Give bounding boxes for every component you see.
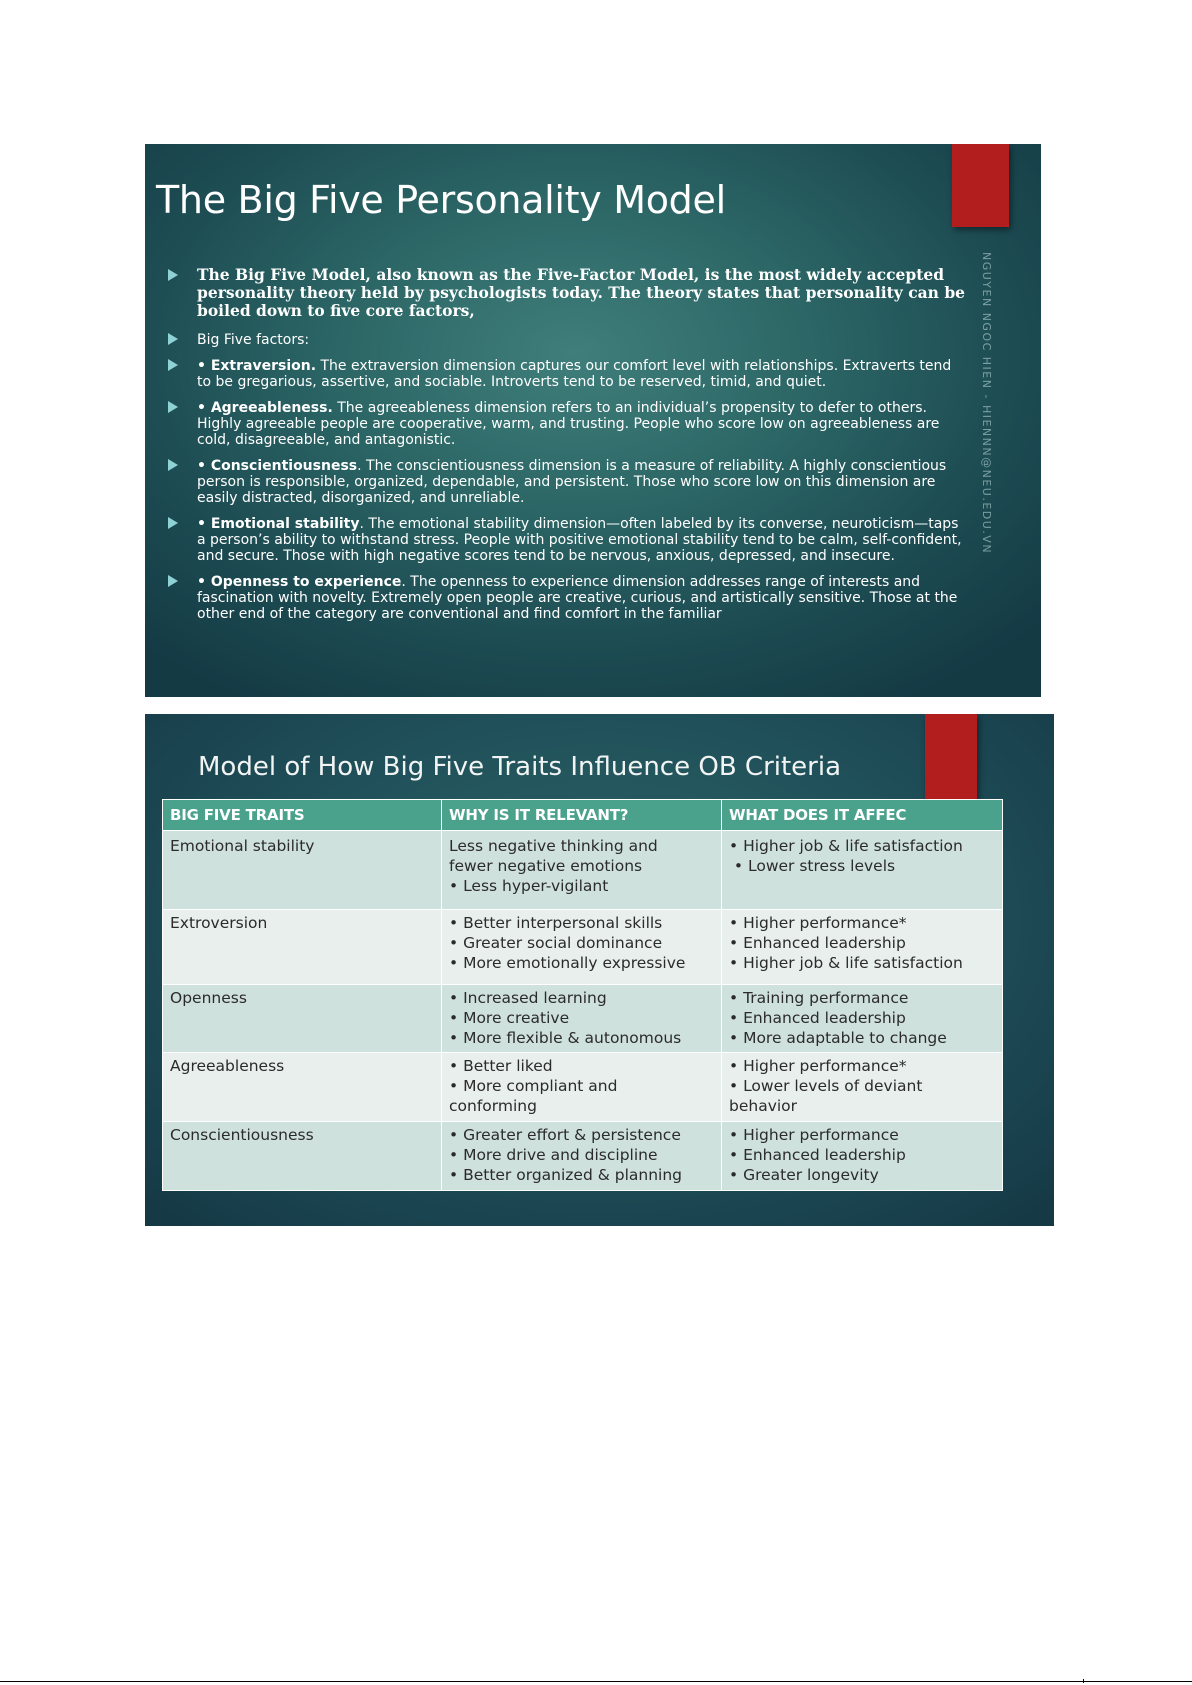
red-accent-tab [952, 144, 1009, 227]
affects-cell [722, 985, 1003, 1053]
affects-cell [722, 1122, 1003, 1191]
bullet-intro [168, 266, 968, 320]
factor-description: The extraversion dimension captures our comfort level with relationships. Extraverts tend to be gregarious, assertive, and sociable. Introverts tend to be reserved, timid, and quiet. [197, 358, 952, 390]
cell-line: • Better organized & planning [449, 1166, 682, 1184]
trait-cell: Conscientiousness [163, 1122, 442, 1191]
cell-line: • Better liked [449, 1057, 553, 1075]
factor-description: . The emotional stability dimension—often labeled by its converse, neuroticism—taps a person’s ability to withstand stress. People with positive emotional stability tend to be calm, self-confident, and secure. Those with high negative scores tend to be nervous, anxious, depressed, and insecure. [197, 516, 962, 564]
slide-big-five-model [145, 144, 1041, 697]
table-row [163, 831, 1003, 910]
cell-line: • More drive and discipline [449, 1146, 658, 1164]
factors-heading: Big Five factors: [197, 332, 310, 348]
cell-line: • Greater longevity [729, 1166, 879, 1184]
red-accent-tab [925, 714, 977, 799]
factor-name: • Openness to experience [197, 574, 402, 590]
bullet-emotional-stability [168, 516, 968, 564]
slide-title: Model of How Big Five Traits Influence OB Criteria [198, 752, 842, 782]
bullet-agreeableness [168, 400, 968, 448]
trait-cell: Emotional stability [163, 831, 442, 910]
cell-line: • More flexible & autonomous [449, 1029, 682, 1047]
table-row [163, 1053, 1003, 1122]
cell-line: fewer negative emotions [449, 857, 643, 875]
triangle-arrow-icon [168, 575, 178, 587]
cell-line: conforming [449, 1097, 537, 1115]
triangle-arrow-icon [168, 459, 178, 471]
cell-line: • More creative [449, 1009, 570, 1027]
cell-line: • Enhanced leadership [729, 1146, 906, 1164]
cell-line: • Enhanced leadership [729, 1009, 906, 1027]
triangle-arrow-icon [168, 401, 178, 413]
affects-cell [722, 910, 1003, 985]
column-header-relevant: WHY IS IT RELEVANT? [442, 800, 722, 831]
page-footer-rule [0, 1681, 1192, 1682]
bullet-factors-heading [168, 332, 968, 348]
factor-name: • Extraversion. [197, 358, 317, 374]
trait-cell: Agreeableness [163, 1053, 442, 1122]
factor-description: The agreeableness dimension refers to an individual’s propensity to defer to others. Highly agreeable people are cooperative, warm, and trusting. People who score low on agreeableness are cold, disagreeable, and antagonistic. [197, 400, 940, 448]
table-row [163, 1122, 1003, 1191]
factor-description: . The conscientiousness dimension is a measure of reliability. A highly conscientious person is responsible, organized, dependable, and persistent. Those who score low on this dimension are easily distracted, disorganized, and unreliable. [197, 458, 947, 506]
affects-cell [722, 831, 1003, 910]
triangle-arrow-icon [168, 359, 178, 371]
page-footer-tick [1083, 1679, 1084, 1683]
cell-line: • Enhanced leadership [729, 934, 906, 952]
column-header-traits: BIG FIVE TRAITS [163, 800, 442, 831]
cell-line: • Higher job & life satisfaction [729, 954, 963, 972]
relevant-cell [442, 985, 722, 1053]
relevant-cell [442, 910, 722, 985]
bullet-openness [168, 574, 968, 622]
cell-line: • More compliant and [449, 1077, 618, 1095]
triangle-arrow-icon [168, 269, 178, 281]
cell-line: Less negative thinking and [449, 837, 658, 855]
cell-line: • Higher performance* [729, 914, 907, 932]
triangle-arrow-icon [168, 517, 178, 529]
table-header-row [163, 800, 1003, 831]
cell-line: • More adaptable to change [729, 1029, 947, 1047]
cell-line: • Higher performance [729, 1126, 899, 1144]
cell-line: • Greater social dominance [449, 934, 663, 952]
factor-name: • Emotional stability [197, 516, 360, 532]
cell-line: • Lower levels of deviant [729, 1077, 923, 1095]
factor-description: . The openness to experience dimension addresses range of interests and fascination with novelty. Extremely open people are creative, curious, and artistically sensitive. Those at the other end of the category are conventional and find comfort in the familiar [197, 574, 958, 622]
cell-line: • Increased learning [449, 989, 607, 1007]
traits-table [162, 799, 1003, 1191]
relevant-cell [442, 1053, 722, 1122]
cell-line: • Higher job & life satisfaction [729, 837, 963, 855]
cell-line: behavior [729, 1097, 798, 1115]
slide-traits-influence-table [145, 714, 1054, 1226]
cell-line: • Greater effort & persistence [449, 1126, 681, 1144]
cell-line: • Training performance [729, 989, 909, 1007]
factor-name: • Conscientiousness [197, 458, 358, 474]
bullet-conscientiousness [168, 458, 968, 506]
relevant-cell [442, 1122, 722, 1191]
cell-line: • Less hyper-vigilant [449, 877, 609, 895]
trait-cell: Extroversion [163, 910, 442, 985]
trait-cell: Openness [163, 985, 442, 1053]
bullet-list [168, 266, 968, 632]
factor-name: • Agreeableness. [197, 400, 333, 416]
column-header-affects: WHAT DOES IT AFFEC [722, 800, 1003, 831]
watermark-text: NGUYEN NGOC HIEN - HIENNN@NEU.EDU.VN [980, 252, 993, 555]
affects-cell [722, 1053, 1003, 1122]
cell-line: • Better interpersonal skills [449, 914, 663, 932]
cell-line: • More emotionally expressive [449, 954, 686, 972]
intro-text: The Big Five Model, also known as the Five-Factor Model, is the most widely accepted personality theory held by psychologists today. The theory states that personality can be boiled down to five core factors, [197, 265, 966, 320]
bullet-extraversion [168, 358, 968, 390]
triangle-arrow-icon [168, 333, 178, 345]
table-row [163, 985, 1003, 1053]
cell-line: • Higher performance* [729, 1057, 907, 1075]
table-row [163, 910, 1003, 985]
cell-line: • Lower stress levels [729, 857, 896, 875]
relevant-cell [442, 831, 722, 910]
slide-title: The Big Five Personality Model [156, 178, 726, 222]
